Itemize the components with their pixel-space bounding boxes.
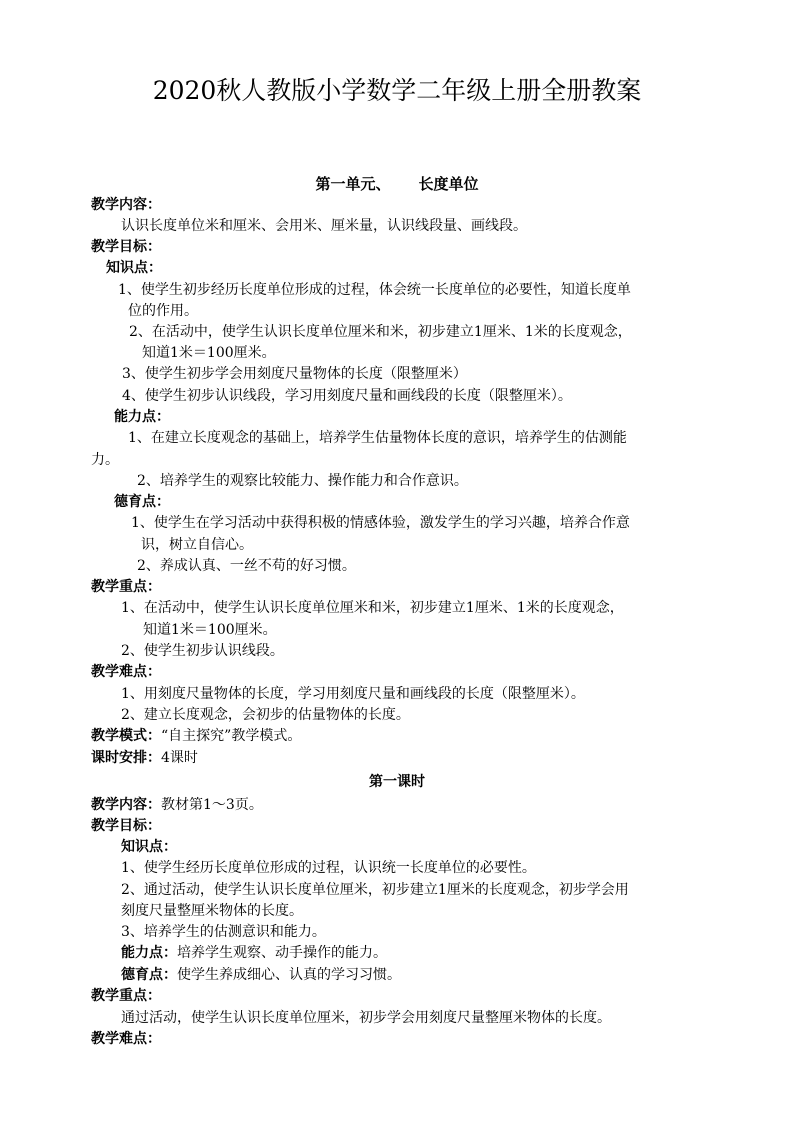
- class-hours-text: 4课时: [161, 750, 198, 766]
- class-hours: [91, 748, 198, 769]
- unit-number: 第一单元、: [315, 175, 391, 193]
- moral-item-2: 2、养成认真、一丝不苟的好习惯。: [137, 558, 356, 574]
- knowledge-label: 知识点：: [106, 260, 162, 276]
- lesson-content-label: 教学内容：: [91, 797, 161, 813]
- lesson-knowledge-1: 1、使学生经历长度单位形成的过程，认识统一长度单位的必要性。: [121, 860, 536, 876]
- teaching-mode-text: “自主探究”教学模式。: [161, 728, 302, 744]
- key-points-label: 教学重点：: [91, 579, 161, 595]
- lesson-ability-text: 培养学生观察、动手操作的能力。: [177, 945, 387, 961]
- lesson-content: [91, 795, 263, 816]
- knowledge-item-2-cont: 知道1米＝100厘米。: [142, 345, 276, 361]
- content-text: 认识长度单位米和厘米、会用米、厘米量，认识线段量、画线段。: [121, 218, 527, 234]
- lesson-content-text: 教材第1～3页。: [161, 797, 263, 813]
- lesson-moral: [121, 965, 401, 986]
- key-point-1-cont: 知道1米＝100厘米。: [143, 622, 277, 638]
- knowledge-item-2: 2、在活动中，使学生认识长度单位厘米和米，初步建立1厘米、1米的长度观念，: [129, 324, 632, 340]
- lesson-difficulty-label: 教学难点：: [91, 1031, 161, 1047]
- unit-title: 长度单位: [418, 175, 479, 193]
- knowledge-item-1-cont: 位的作用。: [128, 303, 198, 319]
- unit-heading: [0, 174, 794, 195]
- teaching-mode-label: 教学模式：: [91, 728, 161, 744]
- lesson-ability: [121, 943, 387, 964]
- key-point-1: 1、在活动中，使学生认识长度单位厘米和米，初步建立1厘米、1米的长度观念，: [121, 600, 624, 616]
- content-label: 教学内容：: [91, 197, 161, 213]
- moral-label: 德育点：: [114, 494, 170, 510]
- difficulty-2: 2、建立长度观念，会初步的估量物体的长度。: [121, 707, 410, 723]
- document-title: 2020秋人教版小学数学二年级上册全册教案: [152, 76, 642, 105]
- lesson-knowledge-2-cont: 刻度尺量整厘米物体的长度。: [121, 903, 303, 919]
- lesson-goals-label: 教学目标：: [91, 818, 161, 834]
- lesson-key-label: 教学重点：: [91, 988, 161, 1004]
- goals-label: 教学目标：: [91, 239, 161, 255]
- knowledge-item-3: 3、使学生初步学会用刻度尺量物体的长度（限整厘米）: [122, 366, 467, 382]
- ability-item-1: 1、在建立长度观念的基础上，培养学生估量物体长度的意识，培养学生的估测能: [128, 430, 627, 446]
- key-point-2: 2、使学生初步认识线段。: [121, 643, 284, 659]
- ability-item-1-cont: 力。: [91, 452, 119, 468]
- knowledge-item-1: 1、使学生初步经历长度单位形成的过程，体会统一长度单位的必要性，知道长度单: [118, 282, 631, 298]
- moral-item-1: 1、使学生在学习活动中获得积极的情感体验，激发学生的学习兴趣，培养合作意: [131, 515, 630, 531]
- lesson-moral-label: 德育点：: [121, 967, 177, 983]
- lesson-heading: 第一课时: [369, 774, 425, 790]
- lesson-knowledge-2: 2、通过活动，使学生认识长度单位厘米，初步建立1厘米的长度观念，初步学会用: [121, 882, 629, 898]
- difficulty-label: 教学难点：: [91, 664, 161, 680]
- lesson-moral-text: 使学生养成细心、认真的学习习惯。: [177, 967, 401, 983]
- lesson-knowledge-label: 知识点：: [121, 839, 177, 855]
- lesson-key-text: 通过活动，使学生认识长度单位厘米，初步学会用刻度尺量整厘米物体的长度。: [121, 1010, 611, 1026]
- class-hours-label: 课时安排：: [91, 750, 161, 766]
- lesson-ability-label: 能力点：: [121, 945, 177, 961]
- knowledge-item-4: 4、使学生初步认识线段，学习用刻度尺量和画线段的长度（限整厘米）。: [122, 388, 572, 404]
- lesson-knowledge-3: 3、培养学生的估测意识和能力。: [121, 924, 326, 940]
- moral-item-1-cont: 识，树立自信心。: [141, 537, 253, 553]
- ability-label: 能力点：: [114, 409, 170, 425]
- teaching-mode: [91, 726, 301, 747]
- difficulty-1: 1、用刻度尺量物体的长度，学习用刻度尺量和画线段的长度（限整厘米）。: [121, 686, 585, 702]
- ability-item-2: 2、培养学生的观察比较能力、操作能力和合作意识。: [137, 473, 468, 489]
